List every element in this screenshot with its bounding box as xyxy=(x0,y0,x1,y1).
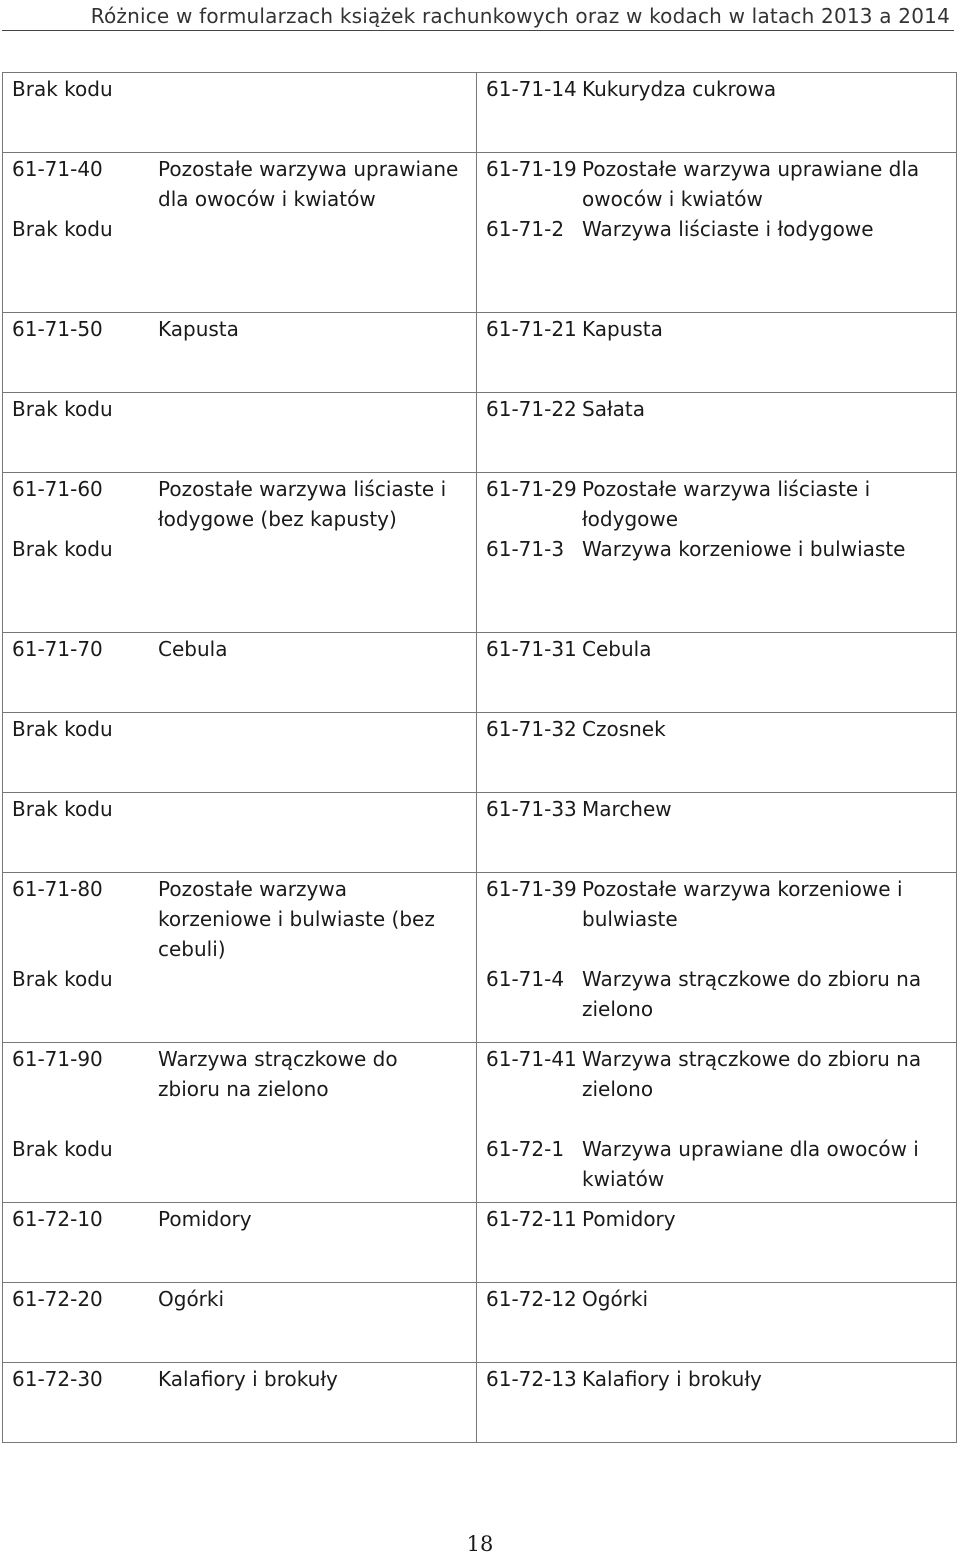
right-name: Kapusta xyxy=(582,317,663,341)
right-code: 61-71-3 xyxy=(486,537,565,561)
left-name: Pozostałe warzywa liściaste i xyxy=(158,477,447,501)
right-code: 61-72-12 xyxy=(486,1287,577,1311)
left-name: Pomidory xyxy=(158,1207,252,1231)
left-code: 61-71-60 xyxy=(12,477,103,501)
right-name: owoców i kwiatów xyxy=(582,187,763,211)
right-code: 61-72-13 xyxy=(486,1367,577,1391)
left-code: Brak kodu xyxy=(12,797,113,821)
right-code: 61-71-41 xyxy=(486,1047,577,1071)
left-name: Kalafiory i brokuły xyxy=(158,1367,338,1391)
left-code: 61-71-70 xyxy=(12,637,103,661)
left-name: Pozostałe warzywa xyxy=(158,877,347,901)
right-code: 61-72-11 xyxy=(486,1207,577,1231)
right-code: 61-71-29 xyxy=(486,477,577,501)
header-title: Różnice w formularzach książek rachunkowych oraz w kodach w latach 2013 a 2014 xyxy=(90,4,950,28)
right-code: 61-71-14 xyxy=(486,77,577,101)
left-name: dla owoców i kwiatów xyxy=(158,187,376,211)
left-code: Brak kodu xyxy=(12,967,113,991)
left-name: Kapusta xyxy=(158,317,239,341)
left-code: Brak kodu xyxy=(12,397,113,421)
right-name: Warzywa strączkowe do zbioru na xyxy=(582,967,922,991)
right-name: Czosnek xyxy=(582,717,666,741)
right-name: kwiatów xyxy=(582,1167,665,1191)
right-name: Pozostałe warzywa liściaste i xyxy=(582,477,871,501)
left-name: Pozostałe warzywa uprawiane xyxy=(158,157,459,181)
right-name: Ogórki xyxy=(582,1287,649,1311)
left-code: Brak kodu xyxy=(12,717,113,741)
page-header xyxy=(0,0,960,32)
right-code: 61-71-19 xyxy=(486,157,577,181)
right-code: 61-71-2 xyxy=(486,217,565,241)
header-rule xyxy=(2,30,954,31)
right-name: Kukurydza cukrowa xyxy=(582,77,777,101)
left-code: 61-71-80 xyxy=(12,877,103,901)
right-name: Warzywa liściaste i łodygowe xyxy=(582,217,874,241)
right-name: Cebula xyxy=(582,637,652,661)
right-name: łodygowe xyxy=(582,507,679,531)
left-code: 61-72-20 xyxy=(12,1287,103,1311)
right-code: 61-72-1 xyxy=(486,1137,565,1161)
left-code: 61-72-30 xyxy=(12,1367,103,1391)
left-name: zbioru na zielono xyxy=(158,1077,329,1101)
right-code: 61-71-4 xyxy=(486,967,565,991)
right-code: 61-71-39 xyxy=(486,877,577,901)
right-code: 61-71-22 xyxy=(486,397,577,421)
left-name: Cebula xyxy=(158,637,228,661)
right-name: Marchew xyxy=(582,797,672,821)
left-code: 61-71-50 xyxy=(12,317,103,341)
right-name: Pozostałe warzywa korzeniowe i xyxy=(582,877,903,901)
right-name: Kalafiory i brokuły xyxy=(582,1367,762,1391)
left-name: Warzywa strączkowe do xyxy=(158,1047,398,1071)
right-name: zielono xyxy=(582,997,654,1021)
right-name: zielono xyxy=(582,1077,654,1101)
right-name: Pomidory xyxy=(582,1207,676,1231)
right-name: Sałata xyxy=(582,397,645,421)
right-name: Warzywa strączkowe do zbioru na xyxy=(582,1047,922,1071)
right-code: 61-71-32 xyxy=(486,717,577,741)
left-code: Brak kodu xyxy=(12,1137,113,1161)
left-code: 61-72-10 xyxy=(12,1207,103,1231)
right-name: Warzywa uprawiane dla owoców i xyxy=(582,1137,919,1161)
right-name: Pozostałe warzywa uprawiane dla xyxy=(582,157,920,181)
right-name: Warzywa korzeniowe i bulwiaste xyxy=(582,537,906,561)
right-name: bulwiaste xyxy=(582,907,678,931)
left-code: Brak kodu xyxy=(12,77,113,101)
left-code: Brak kodu xyxy=(12,537,113,561)
left-code: 61-71-90 xyxy=(12,1047,103,1071)
right-code: 61-71-31 xyxy=(486,637,577,661)
left-code: 61-71-40 xyxy=(12,157,103,181)
left-name: korzeniowe i bulwiaste (bez xyxy=(158,907,435,931)
left-name: łodygowe (bez kapusty) xyxy=(158,507,397,531)
left-code: Brak kodu xyxy=(12,217,113,241)
left-name: Ogórki xyxy=(158,1287,225,1311)
left-name: cebuli) xyxy=(158,937,226,961)
right-code: 61-71-21 xyxy=(486,317,577,341)
page-number: 18 xyxy=(466,1532,494,1556)
right-code: 61-71-33 xyxy=(486,797,577,821)
